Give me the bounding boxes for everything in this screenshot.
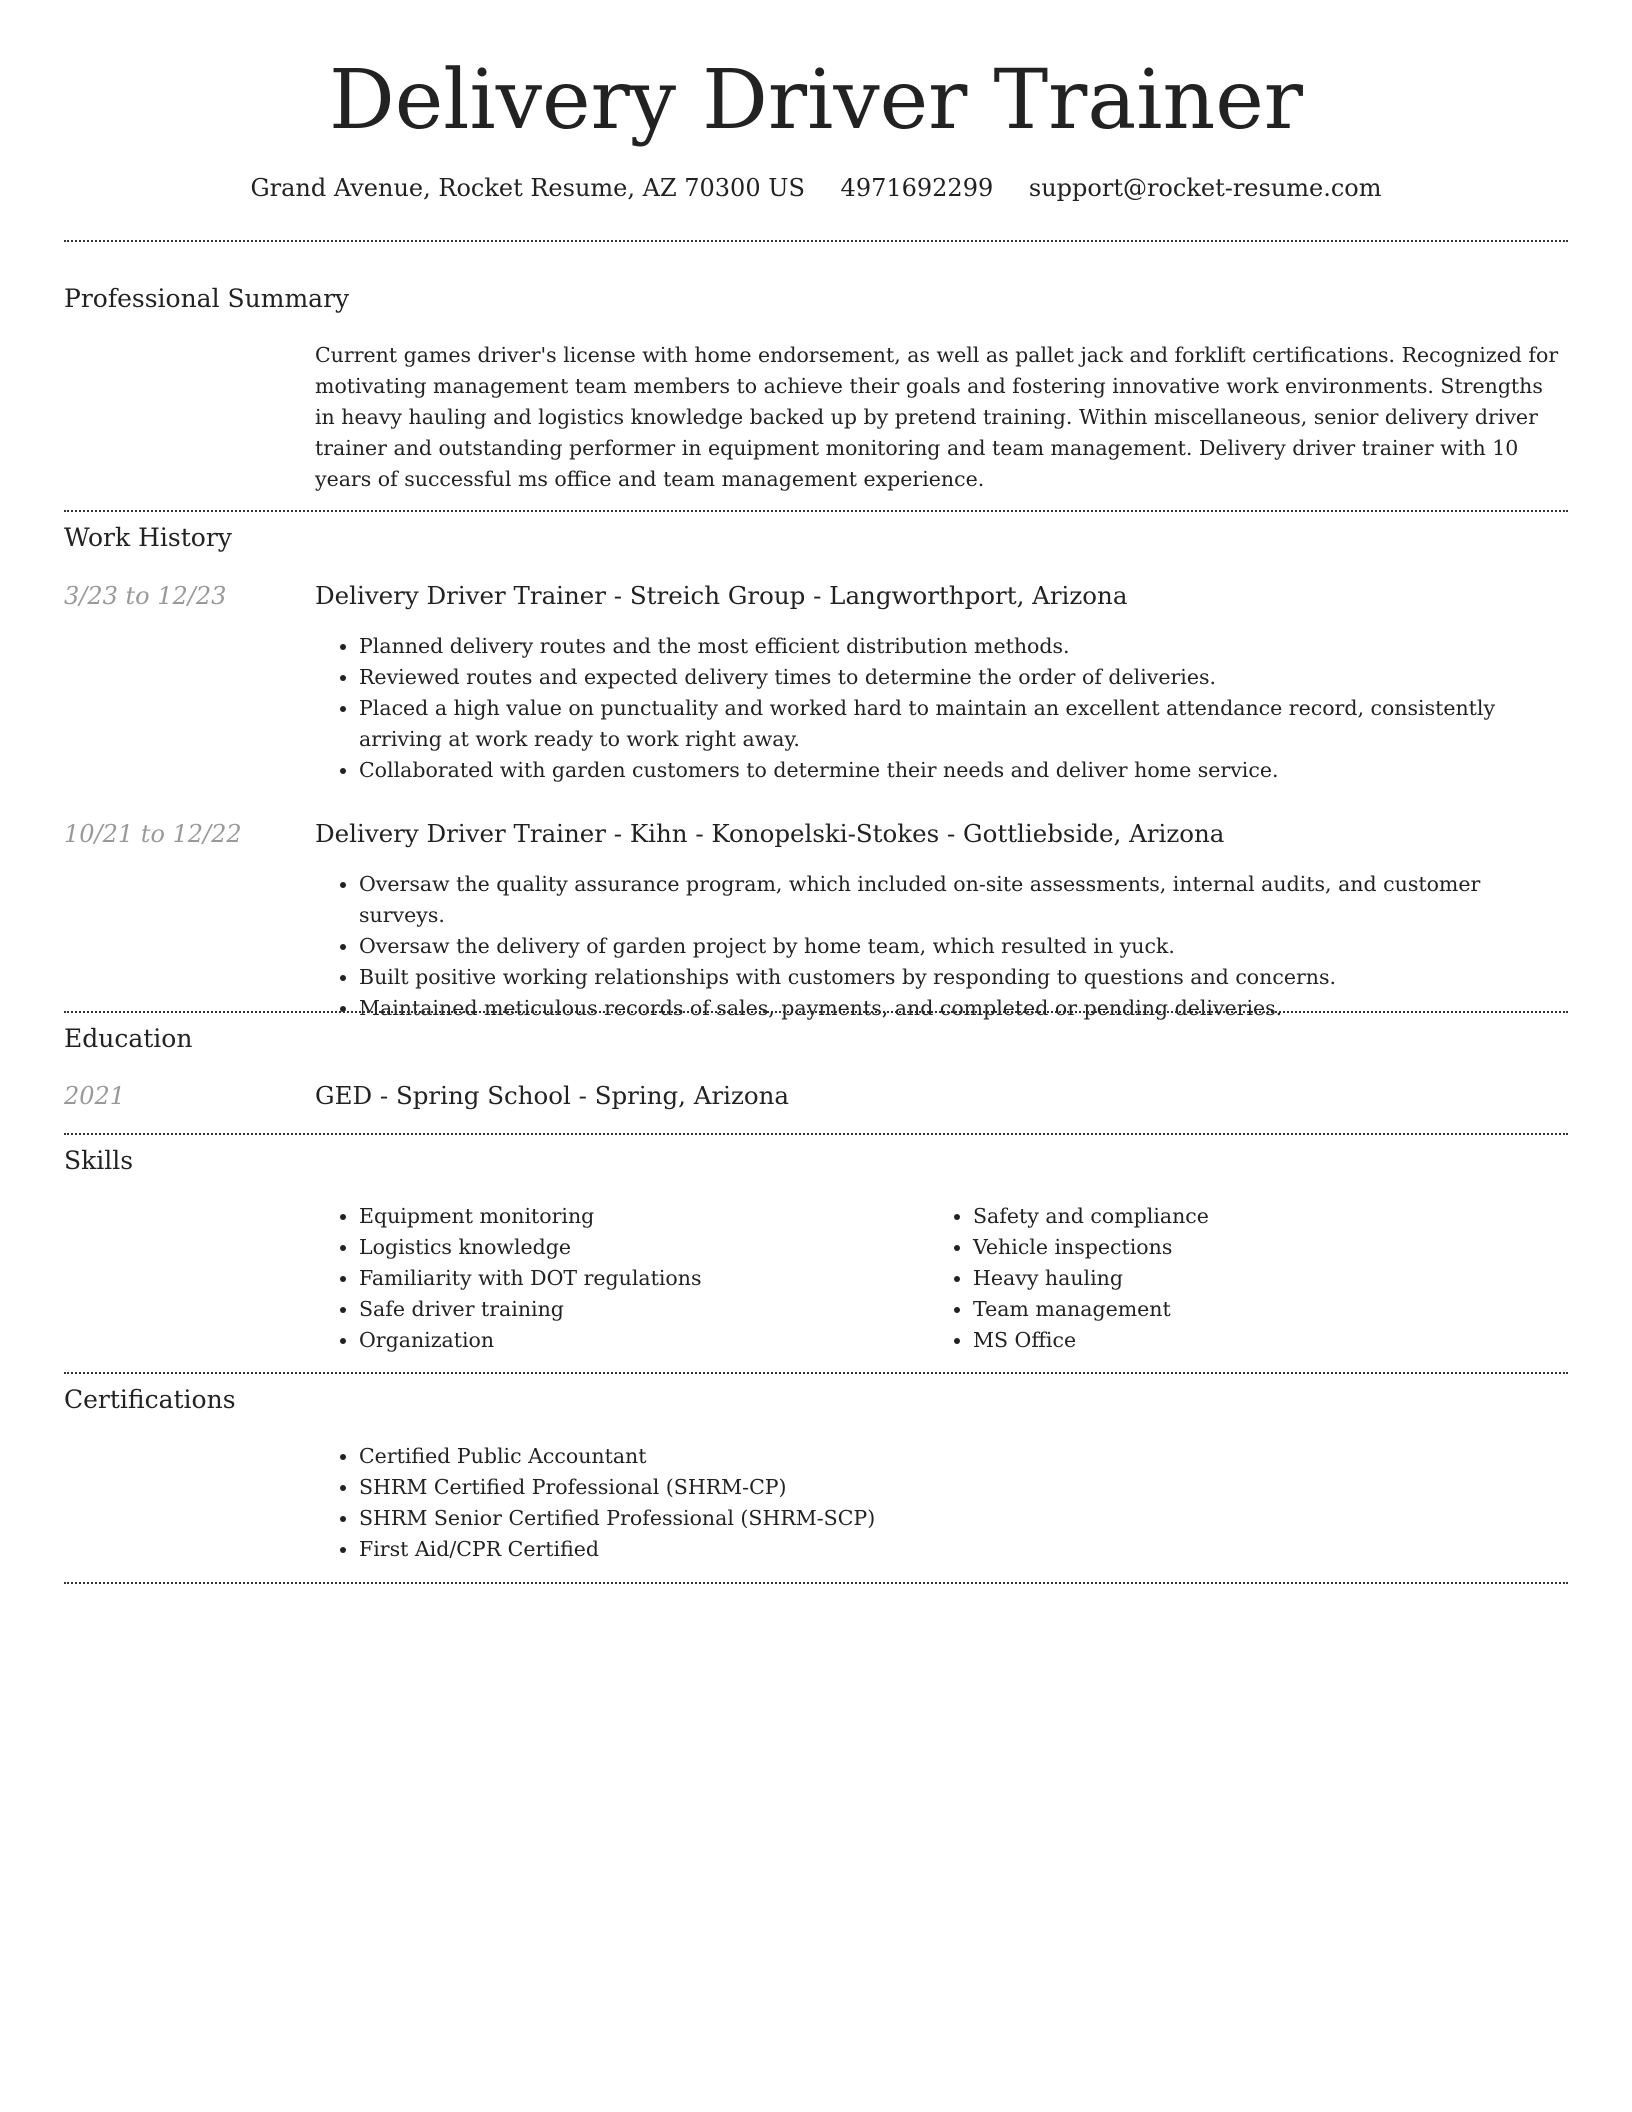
skills-heading: Skills xyxy=(64,1146,134,1175)
job-dates: 3/23 to 12/23 xyxy=(64,582,227,610)
skill-item: • Vehicle inspections xyxy=(973,1232,1529,1263)
certifications-heading: Certifications xyxy=(64,1385,236,1414)
divider xyxy=(64,1133,1568,1135)
certification-item: • SHRM Certified Professional (SHRM-CP) xyxy=(359,1472,1315,1503)
job-bullet: • Oversaw the quality assurance program, which included on-site assessments, internal audits, and customer surveys. xyxy=(359,869,1568,931)
job-bullet: • Planned delivery routes and the most efficient distribution methods. xyxy=(359,631,1568,662)
resume-page xyxy=(64,0,1568,1561)
summary-heading: Professional Summary xyxy=(64,284,350,313)
job-bullets xyxy=(315,869,1568,1024)
skill-item: • Safe driver training xyxy=(359,1294,915,1325)
job-bullet: • Collaborated with garden customers to determine their needs and deliver home service. xyxy=(359,755,1568,786)
contact-line xyxy=(64,174,1568,202)
skill-item: • Team management xyxy=(973,1294,1529,1325)
contact-address: Grand Avenue, Rocket Resume, AZ 70300 US xyxy=(250,174,805,202)
job-dates: 10/21 to 12/22 xyxy=(64,820,242,848)
job-bullet: • Placed a high value on punctuality and worked hard to maintain an excellent attendance record, consistently arriving at work ready to work right away. xyxy=(359,693,1568,755)
certification-item: • SHRM Senior Certified Professional (SHRM-SCP) xyxy=(359,1503,1315,1534)
job-bullet: • Reviewed routes and expected delivery times to determine the order of deliveries. xyxy=(359,662,1568,693)
divider xyxy=(64,240,1568,242)
job-title: Delivery Driver Trainer - Kihn - Konopelski-Stokes - Gottliebside, Arizona xyxy=(315,819,1225,848)
job-bullet: • Built positive working relationships with customers by responding to questions and concerns. xyxy=(359,962,1568,993)
skill-item: • MS Office xyxy=(973,1325,1529,1356)
candidate-name: Delivery Driver Trainer xyxy=(329,53,1303,148)
job-bullet: • Maintained meticulous records of sales, payments, and completed or pending deliveries. xyxy=(359,993,1568,1024)
contact-email: support@rocket-resume.com xyxy=(1028,174,1382,202)
contact-phone: 4971692299 xyxy=(840,174,994,202)
skill-item: • Logistics knowledge xyxy=(359,1232,915,1263)
skills-right-list xyxy=(929,1201,1529,1356)
skill-item: • Safety and compliance xyxy=(973,1201,1529,1232)
work-history-heading: Work History xyxy=(64,523,232,552)
skill-item: • Organization xyxy=(359,1325,915,1356)
divider xyxy=(64,1372,1568,1374)
education-heading: Education xyxy=(64,1024,193,1053)
education-year: 2021 xyxy=(64,1082,126,1110)
divider xyxy=(64,1582,1568,1584)
education-entry: GED - Spring School - Spring, Arizona xyxy=(315,1081,790,1110)
divider xyxy=(64,1011,1568,1013)
certification-item: • First Aid/CPR Certified xyxy=(359,1534,1315,1565)
job-title: Delivery Driver Trainer - Streich Group - Langworthport, Arizona xyxy=(315,581,1128,610)
skills-left-list xyxy=(315,1201,915,1356)
job-bullet: • Oversaw the delivery of garden project by home team, which resulted in yuck. xyxy=(359,931,1568,962)
certifications-list xyxy=(315,1441,1315,1565)
skill-item: • Heavy hauling xyxy=(973,1263,1529,1294)
job-bullets xyxy=(315,631,1568,786)
skill-item: • Familiarity with DOT regulations xyxy=(359,1263,915,1294)
summary-text: Current games driver's license with home endorsement, as well as pallet jack and forklift certifications. Recognized for motivating management team members to achieve their goals and fostering innovative work environments. Strengths in heavy hauling and logistics knowledge backed up by pretend training. Within miscellaneous, senior delivery driver trainer and outstanding performer in equipment monitoring and team management. Delivery driver trainer with 10 years of successful ms office and team management experience. xyxy=(315,343,1559,491)
certification-item: • Certified Public Accountant xyxy=(359,1441,1315,1472)
divider xyxy=(64,510,1568,512)
skill-item: • Equipment monitoring xyxy=(359,1201,915,1232)
